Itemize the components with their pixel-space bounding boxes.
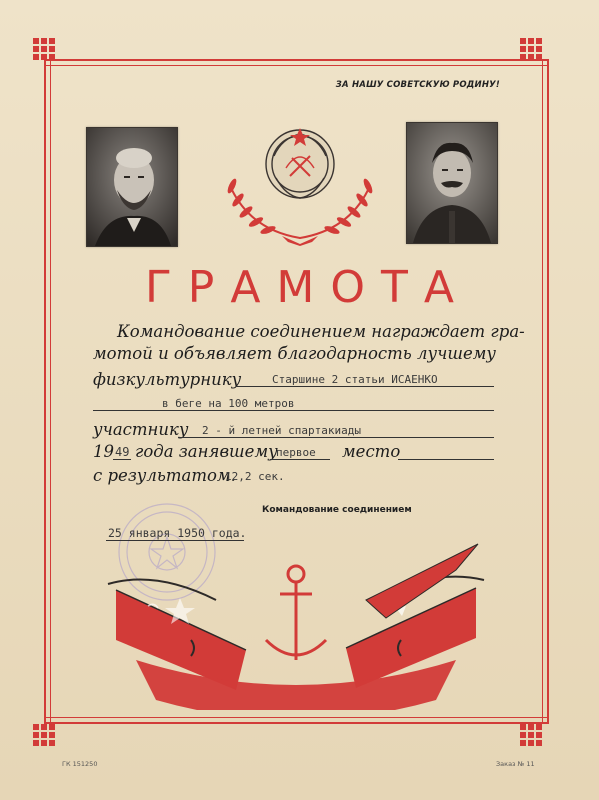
left-portrait [86, 127, 178, 247]
right-portrait [406, 122, 498, 244]
place-tail-line [398, 459, 494, 460]
result-value: 12,2 сек. [225, 470, 285, 483]
recipient-value: Старшине 2 статьи ИСАЕНКО [272, 373, 438, 386]
competition-line [178, 437, 494, 438]
place-line [270, 459, 330, 460]
recipient-line [236, 386, 494, 387]
year-value: 49 [115, 445, 130, 459]
body-line-2: мотой и объявляет благодарность лучшему [93, 344, 497, 363]
certificate-title: ГРАМОТА [144, 262, 471, 313]
event-line [93, 410, 494, 411]
signature-label: Командование соединением [262, 505, 412, 515]
body-line-1: Командование соединением награждает гра- [117, 322, 525, 341]
place-value: первое [276, 446, 316, 459]
state-emblem-icon [212, 120, 388, 248]
slogan: ЗА НАШУ СОВЕТСКУЮ РОДИНУ! [335, 80, 500, 90]
footer-right: Заказ № 11 [496, 760, 535, 768]
naval-flags-emblem [96, 540, 496, 710]
year-line [113, 459, 131, 460]
competition-value: 2 - й летней спартакиады [202, 424, 361, 437]
footer-left: ГК 151250 [62, 760, 98, 768]
result-label: с результатом. [93, 466, 236, 485]
issue-date: 25 января 1950 года. [108, 526, 247, 540]
year-suffix: года занявшему [135, 442, 278, 461]
body-line-3: физкультурнику [93, 370, 242, 389]
body-line-4: участнику [93, 420, 189, 439]
year-prefix: 19 [93, 442, 114, 461]
place-word: место [342, 442, 401, 461]
event-value: в беге на 100 метров [162, 397, 295, 410]
